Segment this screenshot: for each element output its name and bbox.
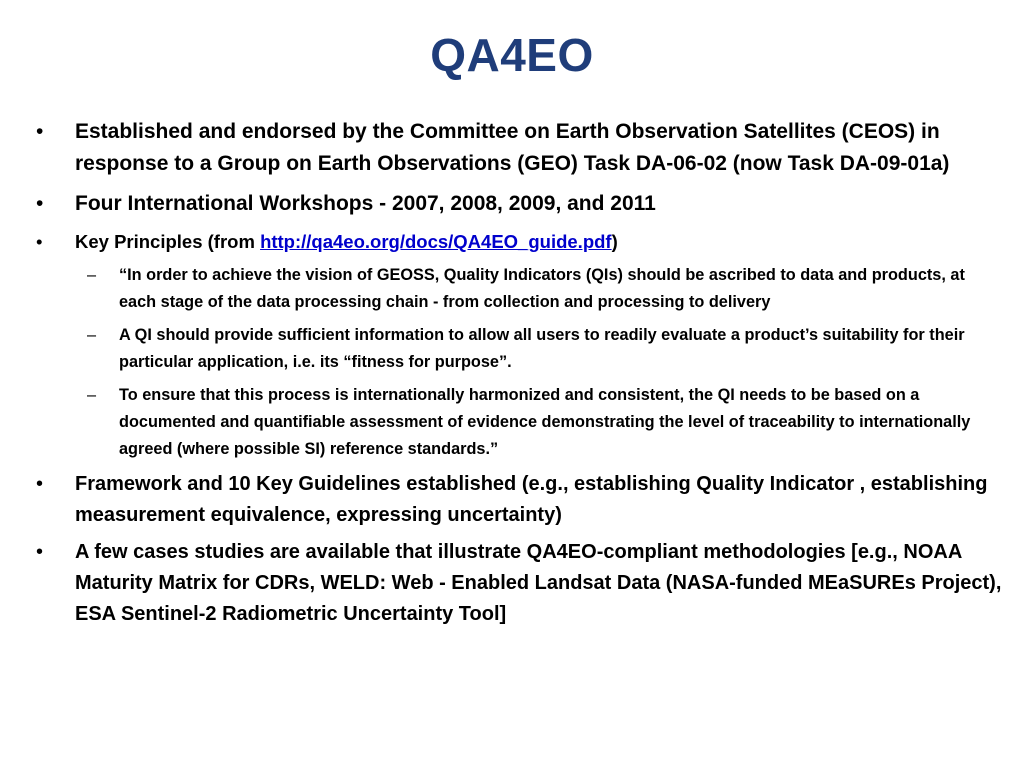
dash-marker: – xyxy=(87,386,97,404)
bullet-item xyxy=(32,116,1002,180)
bullet-marker: • xyxy=(36,231,43,252)
sub-bullet-item xyxy=(32,382,1002,463)
bullet-item xyxy=(32,228,1002,256)
bullet-text: Four International Workshops - 2007, 2008, 2009, and 2011 xyxy=(75,192,656,215)
sub-bullet-item xyxy=(32,322,1002,376)
bullet-marker: • xyxy=(36,192,44,215)
bullet-text: A few cases studies are available that illustrate QA4EO-compliant methodologies [e.g., NOAA Maturity Matrix for CDRs, WELD: Web - Enabled Landsat Data (NASA-funded MEaSUREs Project), ESA Sentinel-2 Radiometric Uncertainty Tool] xyxy=(75,541,1002,625)
bullet-item xyxy=(32,537,1002,630)
bullet-item xyxy=(32,188,1002,220)
bullet-text: Key Principles (from xyxy=(75,231,261,252)
bullet-marker: • xyxy=(36,473,44,495)
bullet-marker: • xyxy=(36,541,44,563)
qa4eo-guide-link[interactable]: http://qa4eo.org/docs/QA4EO_guide.pdf xyxy=(260,231,612,252)
bullet-item xyxy=(32,469,1002,531)
sub-bullet-item xyxy=(32,262,1002,316)
dash-marker: – xyxy=(87,326,97,344)
sub-bullet-text: To ensure that this process is internationally harmonized and consistent, the QI needs to be based on a documented and quantifiable assessment of evidence demonstrating the level of traceability to internationally agreed (where possible SI) reference standards.” xyxy=(119,386,971,458)
bullet-marker: • xyxy=(36,120,44,143)
sub-bullet-text: A QI should provide sufficient information to allow all users to readily evaluate a product’s suitability for their particular application, i.e. its “fitness for purpose”. xyxy=(119,326,965,371)
bullet-text-suffix: ) xyxy=(611,231,618,252)
bullet-text: Established and endorsed by the Committee on Earth Observation Satellites (CEOS) in response to a Group on Earth Observations (GEO) Task DA-06-02 (now Task DA-09-01a) xyxy=(75,120,950,175)
sub-bullet-text: “In order to achieve the vision of GEOSS, Quality Indicators (QIs) should be ascribed to data and products, at each stage of the data processing chain - from collection and processing to delivery xyxy=(119,266,965,311)
dash-marker: – xyxy=(87,266,97,284)
slide-title: QA4EO xyxy=(430,29,594,81)
bullet-text: Framework and 10 Key Guidelines established (e.g., establishing Quality Indicator , establishing measurement equivalence, expressing uncertainty) xyxy=(75,473,988,526)
bullet-list xyxy=(32,116,1002,636)
